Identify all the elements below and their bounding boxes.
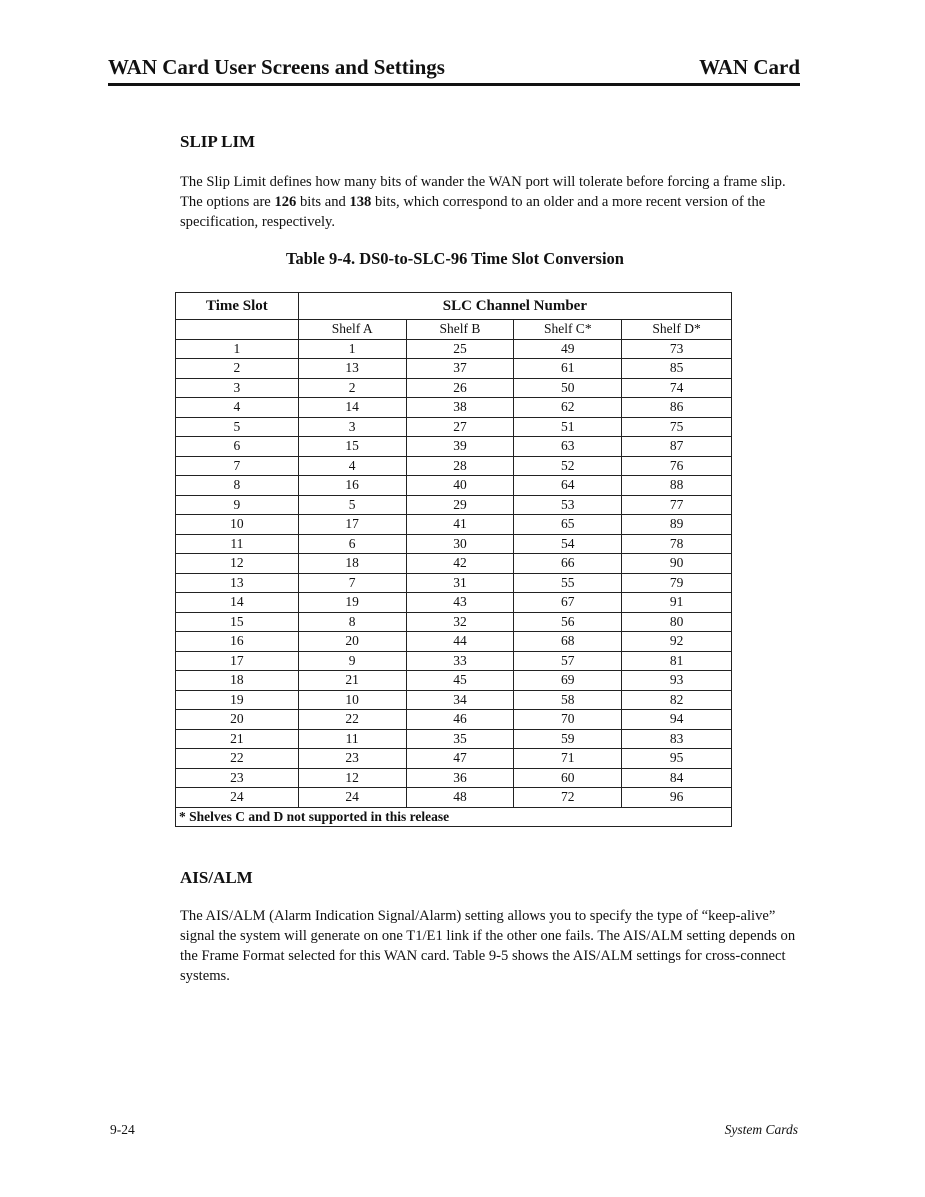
page-header — [108, 55, 800, 80]
channel-cell: 73 — [622, 339, 732, 359]
subheader-shelf-b: Shelf B — [406, 320, 514, 340]
channel-cell: 3 — [298, 417, 406, 437]
table-row — [176, 476, 732, 496]
time-slot-cell: 15 — [176, 612, 299, 632]
table-footnote: * Shelves C and D not supported in this release — [176, 807, 732, 827]
channel-cell: 54 — [514, 534, 622, 554]
channel-cell: 55 — [514, 573, 622, 593]
channel-cell: 45 — [406, 671, 514, 691]
channel-cell: 22 — [298, 710, 406, 730]
channel-cell: 90 — [622, 554, 732, 574]
channel-cell: 81 — [622, 651, 732, 671]
channel-cell: 39 — [406, 437, 514, 457]
channel-cell: 16 — [298, 476, 406, 496]
channel-cell: 32 — [406, 612, 514, 632]
table-row — [176, 710, 732, 730]
header-time-slot: Time Slot — [176, 293, 299, 320]
time-slot-cell: 16 — [176, 632, 299, 652]
channel-cell: 12 — [298, 768, 406, 788]
time-slot-cell: 18 — [176, 671, 299, 691]
table-row — [176, 359, 732, 379]
channel-cell: 68 — [514, 632, 622, 652]
time-slot-cell: 8 — [176, 476, 299, 496]
channel-cell: 1 — [298, 339, 406, 359]
channel-cell: 21 — [298, 671, 406, 691]
channel-cell: 67 — [514, 593, 622, 613]
table-row — [176, 788, 732, 808]
channel-cell: 14 — [298, 398, 406, 418]
channel-cell: 34 — [406, 690, 514, 710]
channel-cell: 93 — [622, 671, 732, 691]
channel-cell: 41 — [406, 515, 514, 535]
channel-cell: 30 — [406, 534, 514, 554]
table-row — [176, 554, 732, 574]
channel-cell: 82 — [622, 690, 732, 710]
channel-cell: 88 — [622, 476, 732, 496]
channel-cell: 95 — [622, 749, 732, 769]
channel-cell: 11 — [298, 729, 406, 749]
time-slot-cell: 22 — [176, 749, 299, 769]
channel-cell: 19 — [298, 593, 406, 613]
table-row — [176, 378, 732, 398]
channel-cell: 40 — [406, 476, 514, 496]
channel-cell: 24 — [298, 788, 406, 808]
slip-lim-text-1: The Slip Limit defines how many bits of wander the WAN port will tolerate before forcing a frame slip. The options are — [180, 174, 786, 210]
time-slot-cell: 17 — [176, 651, 299, 671]
time-slot-cell: 2 — [176, 359, 299, 379]
channel-cell: 74 — [622, 378, 732, 398]
channel-cell: 9 — [298, 651, 406, 671]
page-footer — [110, 1122, 798, 1138]
header-slc-channel: SLC Channel Number — [298, 293, 731, 320]
time-slot-cell: 5 — [176, 417, 299, 437]
table-row — [176, 437, 732, 457]
table-row — [176, 593, 732, 613]
channel-cell: 4 — [298, 456, 406, 476]
table-row — [176, 671, 732, 691]
option-126: 126 — [274, 194, 297, 210]
channel-cell: 58 — [514, 690, 622, 710]
channel-cell: 48 — [406, 788, 514, 808]
time-slot-cell: 19 — [176, 690, 299, 710]
table-row — [176, 456, 732, 476]
time-slot-cell: 4 — [176, 398, 299, 418]
channel-cell: 92 — [622, 632, 732, 652]
channel-cell: 56 — [514, 612, 622, 632]
channel-cell: 37 — [406, 359, 514, 379]
channel-cell: 66 — [514, 554, 622, 574]
channel-cell: 64 — [514, 476, 622, 496]
channel-cell: 7 — [298, 573, 406, 593]
ais-alm-heading: AIS/ALM — [180, 868, 253, 887]
channel-cell: 18 — [298, 554, 406, 574]
channel-cell: 28 — [406, 456, 514, 476]
slip-lim-text-2: bits and — [296, 194, 350, 210]
channel-cell: 70 — [514, 710, 622, 730]
channel-cell: 50 — [514, 378, 622, 398]
table-row — [176, 495, 732, 515]
subheader-empty — [176, 320, 299, 340]
channel-cell: 84 — [622, 768, 732, 788]
channel-cell: 38 — [406, 398, 514, 418]
channel-cell: 15 — [298, 437, 406, 457]
channel-cell: 51 — [514, 417, 622, 437]
table-caption: Table 9-4. DS0-to-SLC-96 Time Slot Conversion — [286, 249, 624, 268]
channel-cell: 65 — [514, 515, 622, 535]
table-row — [176, 417, 732, 437]
channel-cell: 78 — [622, 534, 732, 554]
option-138: 138 — [349, 194, 372, 210]
channel-cell: 87 — [622, 437, 732, 457]
channel-cell: 42 — [406, 554, 514, 574]
timeslot-conversion-table — [175, 292, 732, 827]
time-slot-cell: 11 — [176, 534, 299, 554]
channel-cell: 10 — [298, 690, 406, 710]
slip-lim-heading: SLIP LIM — [180, 132, 256, 151]
channel-cell: 31 — [406, 573, 514, 593]
channel-cell: 86 — [622, 398, 732, 418]
channel-cell: 59 — [514, 729, 622, 749]
subheader-shelf-d: Shelf D* — [622, 320, 732, 340]
time-slot-cell: 12 — [176, 554, 299, 574]
channel-cell: 20 — [298, 632, 406, 652]
time-slot-cell: 14 — [176, 593, 299, 613]
channel-cell: 36 — [406, 768, 514, 788]
channel-cell: 43 — [406, 593, 514, 613]
channel-cell: 61 — [514, 359, 622, 379]
time-slot-cell: 13 — [176, 573, 299, 593]
channel-cell: 5 — [298, 495, 406, 515]
channel-cell: 29 — [406, 495, 514, 515]
channel-cell: 6 — [298, 534, 406, 554]
channel-cell: 13 — [298, 359, 406, 379]
time-slot-cell: 3 — [176, 378, 299, 398]
table-row — [176, 573, 732, 593]
channel-cell: 77 — [622, 495, 732, 515]
time-slot-cell: 1 — [176, 339, 299, 359]
table-row — [176, 768, 732, 788]
subheader-shelf-c: Shelf C* — [514, 320, 622, 340]
table-row — [176, 729, 732, 749]
time-slot-cell: 6 — [176, 437, 299, 457]
header-rule — [108, 83, 800, 86]
channel-cell: 71 — [514, 749, 622, 769]
header-right-title: WAN Card — [699, 55, 800, 79]
channel-cell: 80 — [622, 612, 732, 632]
table-row — [176, 398, 732, 418]
channel-cell: 26 — [406, 378, 514, 398]
channel-cell: 69 — [514, 671, 622, 691]
table-row — [176, 690, 732, 710]
channel-cell: 79 — [622, 573, 732, 593]
header-left-title: WAN Card User Screens and Settings — [108, 55, 445, 79]
channel-cell: 35 — [406, 729, 514, 749]
channel-cell: 83 — [622, 729, 732, 749]
channel-cell: 94 — [622, 710, 732, 730]
channel-cell: 53 — [514, 495, 622, 515]
channel-cell: 57 — [514, 651, 622, 671]
channel-cell: 8 — [298, 612, 406, 632]
ais-alm-paragraph: The AIS/ALM (Alarm Indication Signal/Alarm) setting allows you to specify the type of “keep-alive” signal the system will generate on one T1/E1 link if the other one fails. The AIS/ALM setting depends on the Frame Format selected for this WAN card. Table 9-5 shows the AIS/ALM settings for cross-connect systems. — [180, 908, 796, 984]
channel-cell: 62 — [514, 398, 622, 418]
channel-cell: 91 — [622, 593, 732, 613]
table-row — [176, 612, 732, 632]
table-row — [176, 749, 732, 769]
channel-cell: 76 — [622, 456, 732, 476]
time-slot-cell: 21 — [176, 729, 299, 749]
channel-cell: 33 — [406, 651, 514, 671]
channel-cell: 96 — [622, 788, 732, 808]
channel-cell: 49 — [514, 339, 622, 359]
table-row — [176, 632, 732, 652]
table-row — [176, 515, 732, 535]
subheader-shelf-a: Shelf A — [298, 320, 406, 340]
channel-cell: 2 — [298, 378, 406, 398]
channel-cell: 47 — [406, 749, 514, 769]
channel-cell: 23 — [298, 749, 406, 769]
channel-cell: 46 — [406, 710, 514, 730]
channel-cell: 75 — [622, 417, 732, 437]
table-row — [176, 339, 732, 359]
channel-cell: 52 — [514, 456, 622, 476]
slip-lim-text-3: bits, which correspond to an older and a more recent version of the specification, respectively. — [180, 194, 766, 230]
time-slot-cell: 20 — [176, 710, 299, 730]
table-row — [176, 651, 732, 671]
channel-cell: 27 — [406, 417, 514, 437]
time-slot-cell: 24 — [176, 788, 299, 808]
time-slot-cell: 7 — [176, 456, 299, 476]
channel-cell: 60 — [514, 768, 622, 788]
time-slot-cell: 10 — [176, 515, 299, 535]
page-number: 9-24 — [110, 1122, 135, 1137]
channel-cell: 72 — [514, 788, 622, 808]
channel-cell: 44 — [406, 632, 514, 652]
channel-cell: 63 — [514, 437, 622, 457]
footer-section: System Cards — [724, 1122, 798, 1137]
channel-cell: 89 — [622, 515, 732, 535]
time-slot-cell: 23 — [176, 768, 299, 788]
channel-cell: 25 — [406, 339, 514, 359]
channel-cell: 17 — [298, 515, 406, 535]
table-row — [176, 534, 732, 554]
channel-cell: 85 — [622, 359, 732, 379]
time-slot-cell: 9 — [176, 495, 299, 515]
slip-lim-paragraph — [180, 172, 805, 232]
